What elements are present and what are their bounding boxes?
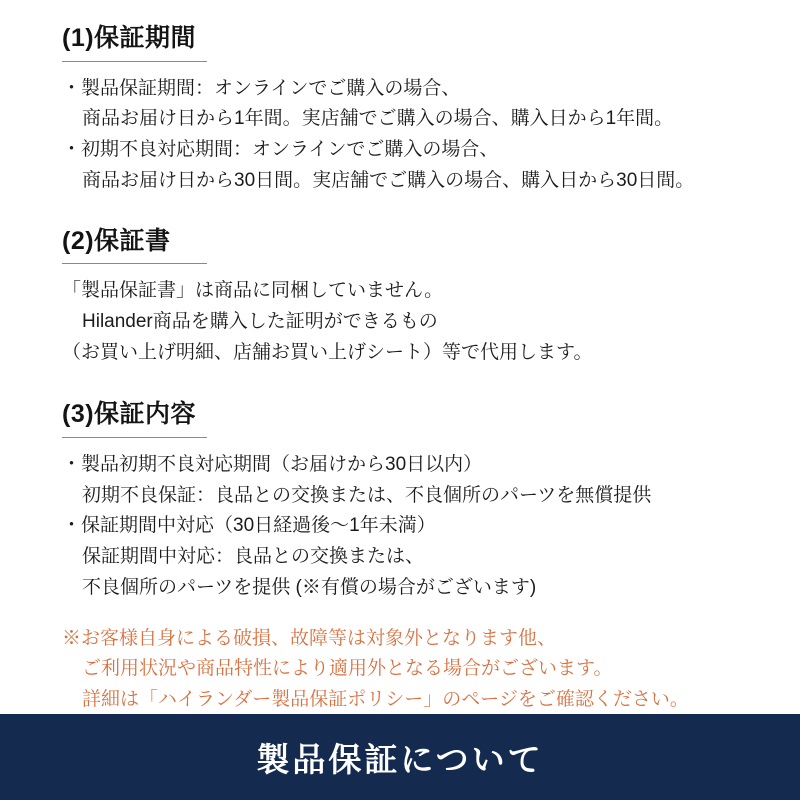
- body-line: Hilander商品を購入した証明ができるもの: [82, 310, 438, 332]
- note-line: 詳細は「ハイランダー製品保証ポリシー」のページをご確認ください。: [82, 689, 689, 711]
- heading-underline: [62, 437, 207, 438]
- section-heading: (1)保証期間: [62, 24, 197, 52]
- section-warranty-certificate: [62, 225, 754, 369]
- body-line: 「製品保証書」は商品に同梱していません。: [62, 280, 444, 302]
- body-line: 商品お届け日から30日間。実店舗でご購入の場合、購入日から30日間。: [82, 169, 695, 191]
- note-spacer: [62, 606, 754, 624]
- body-line: ・保証期間中対応（30日経過後〜1年未満）: [62, 515, 436, 537]
- section-warranty-coverage: [62, 398, 754, 603]
- note-line: ※お客様自身による破損、故障等は対象外となります他、: [62, 627, 557, 649]
- body-line: 保証期間中対応：良品との交換または、: [82, 546, 425, 568]
- section-spacer: [62, 370, 754, 398]
- section-body: [62, 276, 754, 368]
- section-body: [62, 450, 754, 604]
- disclaimer-note: [62, 624, 754, 716]
- body-line: ・初期不良対応期間：オンラインでご購入の場合、: [62, 139, 499, 161]
- section-body: [62, 74, 754, 197]
- body-line: ・製品初期不良対応期間（お届けから30日以内）: [62, 453, 483, 475]
- heading-underline: [62, 61, 207, 62]
- body-line: ・製品保証期間：オンラインでご購入の場合、: [62, 77, 461, 99]
- footer-title: 製品保証について: [256, 740, 544, 778]
- section-spacer: [62, 199, 754, 225]
- heading-underline: [62, 263, 207, 264]
- section-warranty-period: [62, 22, 754, 197]
- footer-banner: [0, 714, 800, 800]
- body-line: 初期不良保証：良品との交換または、不良個所のパーツを無償提供: [82, 484, 652, 506]
- body-line: 商品お届け日から1年間。実店舗でご購入の場合、購入日から1年間。: [82, 108, 674, 130]
- body-line: 不良個所のパーツを提供 (※有償の場合がございます): [82, 576, 537, 598]
- body-line: （お買い上げ明細、店舗お買い上げシート）等で代用します。: [62, 341, 593, 363]
- note-line: ご利用状況や商品特性により適用外となる場合がございます。: [82, 658, 613, 680]
- section-heading: (2)保証書: [62, 226, 171, 255]
- section-heading: (3)保証内容: [62, 400, 197, 429]
